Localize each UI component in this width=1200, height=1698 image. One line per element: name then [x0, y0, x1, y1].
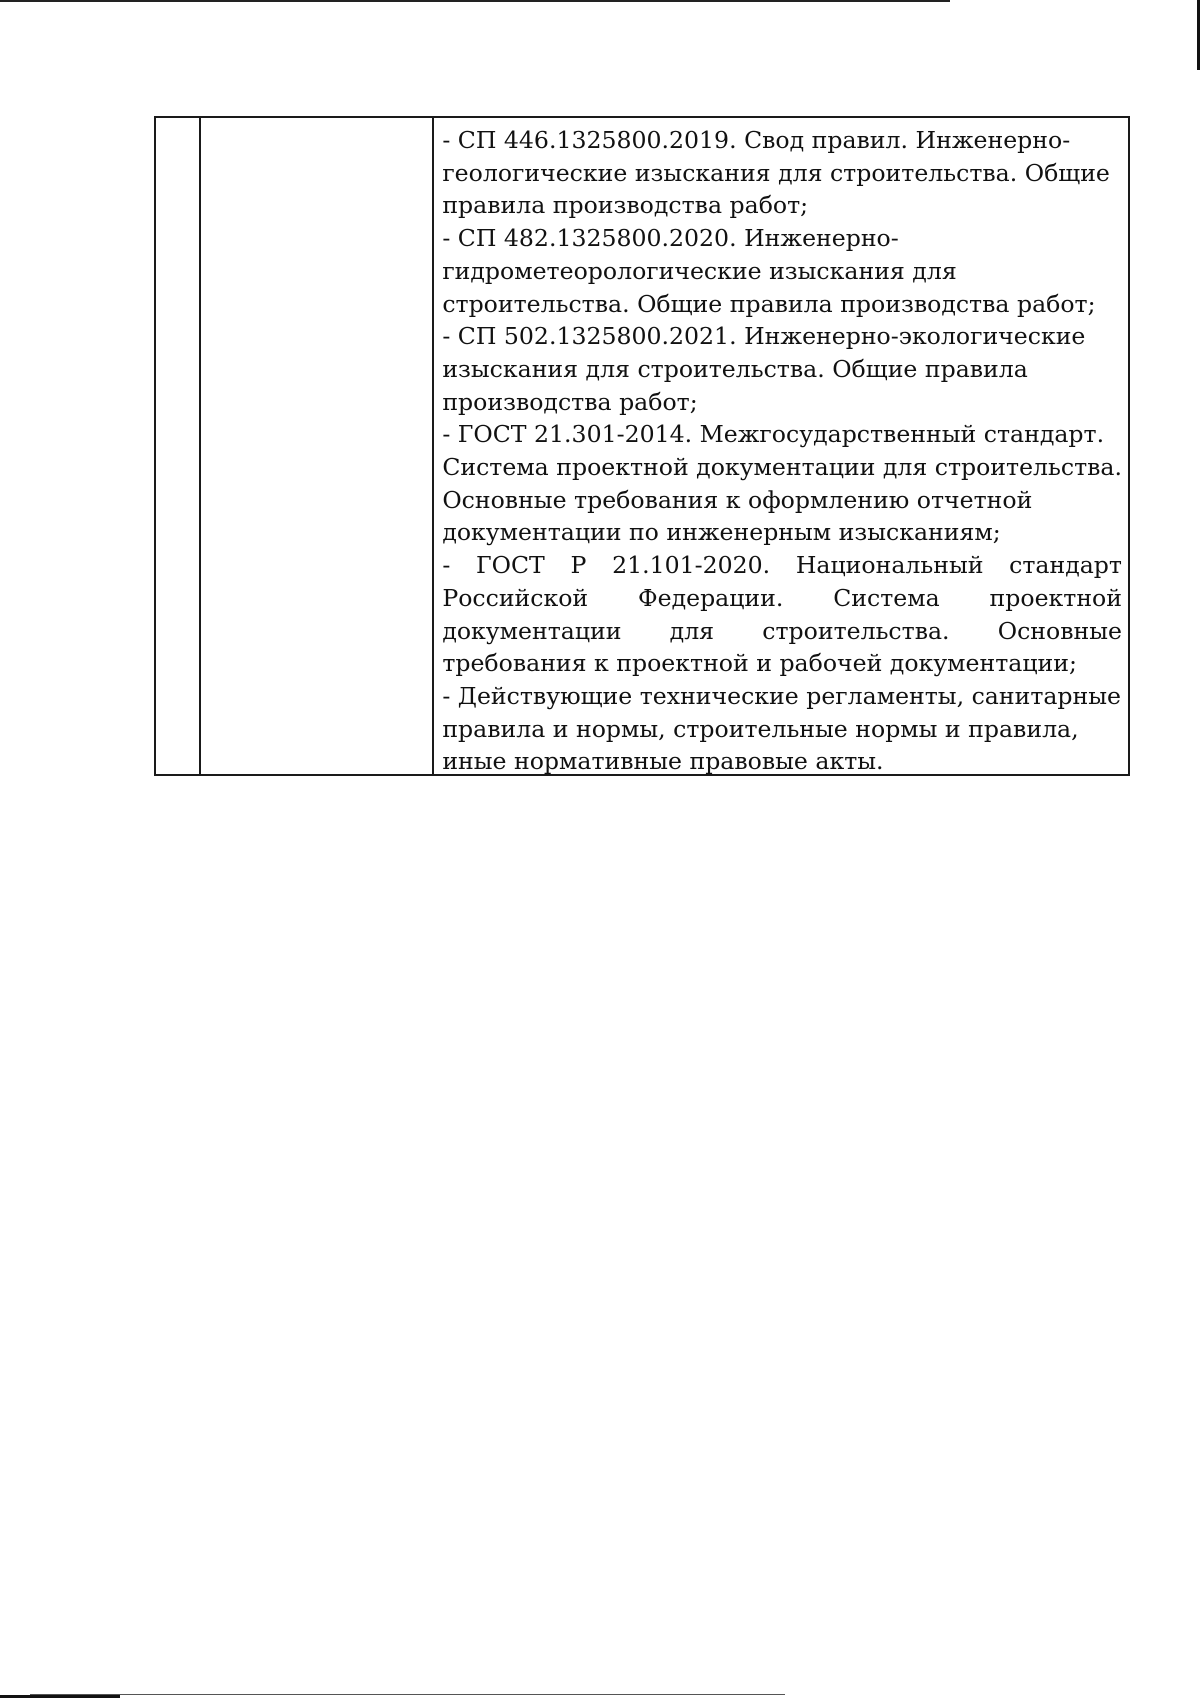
word: ГОСТ: [476, 551, 545, 580]
scan-edge-top: [0, 0, 950, 2]
text-line: строительства. Общие правила производства работ;: [442, 289, 1096, 318]
text-line: - ГОСТ 21.301-2014. Межгосударственный стандарт.: [442, 420, 1105, 449]
word: Российской: [442, 583, 589, 612]
justified-line: [442, 549, 1122, 582]
text-line: - СП 446.1325800.2019. Свод правил. Инженерно-: [442, 126, 1071, 154]
word: Основные: [997, 616, 1122, 645]
word: документации: [442, 616, 622, 645]
word: Федерации.: [638, 583, 784, 612]
table-cell-number: [156, 118, 201, 774]
word: стандарт: [1009, 551, 1122, 580]
text-line: гидрометеорологические изыскания для: [442, 256, 957, 285]
word: Р: [570, 551, 587, 580]
word: для: [669, 616, 715, 645]
word: 21.101-2020.: [612, 551, 771, 580]
text-line: Система проектной документации для строительства.: [442, 453, 1122, 482]
word: проектной: [989, 583, 1122, 612]
text-line: производства работ;: [442, 387, 698, 416]
table-cell-parameter: [201, 118, 434, 774]
text-line: изыскания для строительства. Общие правила: [442, 354, 1028, 383]
table-cell-requirements: [434, 118, 1128, 774]
scan-edge-bottom: [30, 1694, 785, 1695]
text-line: иные нормативные правовые акты.: [442, 747, 884, 776]
justified-line: [442, 615, 1122, 648]
word: строительства.: [762, 616, 950, 645]
text-line: - СП 502.1325800.2021. Инженерно-экологические: [442, 322, 1086, 351]
text-line: геологические изыскания для строительства. Общие: [442, 158, 1110, 187]
text-line: правила и нормы, строительные нормы и правила,: [442, 714, 1079, 743]
word: Национальный: [795, 551, 984, 580]
text-line: - Действующие технические регламенты, санитарные: [442, 681, 1122, 710]
text-line: документации по инженерным изысканиям;: [442, 518, 1001, 547]
text-line: - СП 482.1325800.2020. Инженерно-: [442, 224, 899, 253]
word: -: [442, 551, 451, 580]
word: Система: [833, 583, 940, 612]
text-line: Основные требования к оформлению отчетной: [442, 485, 1033, 514]
text-line: требования к проектной и рабочей документации;: [442, 649, 1077, 678]
justified-line: [442, 582, 1122, 615]
requirements-table: [154, 116, 1130, 776]
text-line: правила производства работ;: [442, 191, 809, 220]
